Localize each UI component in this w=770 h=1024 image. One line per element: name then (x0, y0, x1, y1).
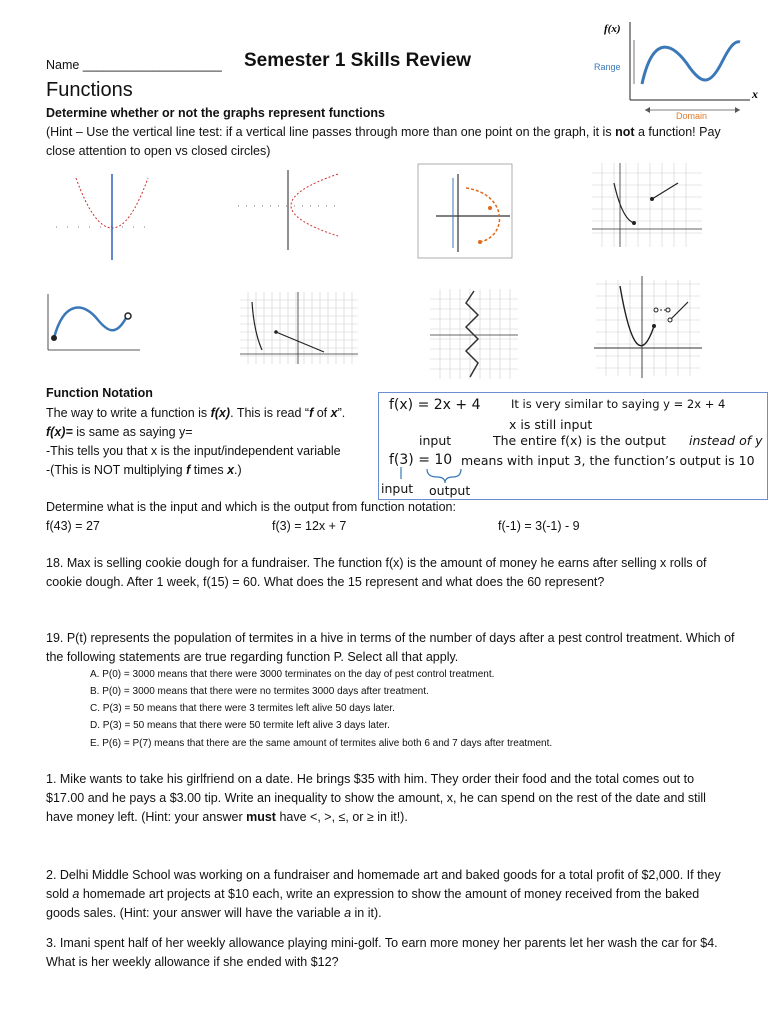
notation-line-2: f(x)= is same as saying y= (46, 425, 193, 439)
x-axis-label: x (752, 87, 758, 101)
functions-heading: Determine whether or not the graphs represent functions (46, 106, 385, 120)
domain-range-figure (590, 18, 760, 128)
io-example-2: f(3) = 12x + 7 (272, 519, 347, 533)
question-19-prompt: 19. P(t) represents the population of termites in a hive in terms of the number of days after a pest control treatment. Which of the following statements are true regarding function P. Select all that apply. (46, 631, 735, 664)
input-label-2: input (381, 481, 414, 496)
q19-option-e: E. P(6) = P(7) means that there are the same amount of termites alive both 6 and 7 days after treatment. (90, 738, 553, 749)
graph-1-parabola (52, 172, 162, 264)
question-3: 3. Imani spent half of her weekly allowance playing mini-golf. To earn more money her parents let her wash the car for $4. What is her weekly allowance if she ended with $12? (46, 936, 718, 969)
entire-output-note: The entire f(x) is the output (493, 433, 666, 448)
similar-note: It is very similar to saying y = 2x + 4 (511, 397, 726, 411)
q19-option-a: A. P(0) = 3000 means that there were 3000 terminates on the day of pest control treatment. (90, 669, 495, 680)
graph-6-grid-segments (240, 292, 358, 364)
expr-fx: f(x) = 2x + 4 (389, 397, 481, 413)
means-note: means with input 3, the function’s output is 10 (461, 453, 755, 468)
page-title: Semester 1 Skills Review (244, 50, 472, 71)
range-label: Range (594, 62, 621, 72)
io-example-1: f(43) = 27 (46, 519, 100, 533)
io-example-3: f(-1) = 3(-1) - 9 (498, 519, 580, 533)
graph-8-parabola-grid (592, 270, 704, 380)
domain-label: Domain (676, 111, 708, 121)
question-2: 2. Delhi Middle School was working on a fundraiser and homemade art and baked goods for a total profit of $2,000. If they sold a homemade art projects at $10 each, write an expression to show the amount of money received from the baked goods sales. (Hint: your answer will have the variable a in it). (46, 868, 721, 920)
function-notation-heading: Function Notation (46, 386, 153, 400)
name-field-label: Name ____________________ (46, 58, 222, 72)
graph-2-sideways-parabola (234, 168, 344, 254)
graph-7-zigzag (430, 289, 518, 379)
question-18: 18. Max is selling cookie dough for a fundraiser. The function f(x) is the amount of money he earns after selling x rolls of cookie dough. After 1 week, f(15) = 60. What does the 15 represent and what does the 60 represent? (46, 556, 707, 589)
question-1: 1. Mike wants to take his girlfriend on a date. He brings $35 with him. They order their food and the total comes out to $17.00 and he pays a $3.00 tip. Write an inequality to show the amount, x, he can spend on the rest of the date and still have money left. (Hint: your answer must have <, >, ≤, or ≥ in it!). (46, 772, 706, 824)
brackets (379, 393, 767, 499)
notation-line-3: -This tells you that x is the input/independent variable (46, 444, 341, 458)
expr-f3: f(3) = 10 (389, 452, 453, 468)
q19-option-d: D. P(3) = 50 means that there were 50 termite left alive 3 days later. (90, 720, 390, 731)
y-axis-label: f(x) (604, 23, 621, 35)
io-instruction: Determine what is the input and which is the output from function notation: (46, 500, 456, 514)
x-input-note: x is still input (509, 417, 593, 432)
graph-3-sideways-curve (418, 164, 512, 258)
graph-4-segment-grid (592, 163, 702, 247)
section-title: Functions (46, 79, 133, 101)
function-curve (642, 42, 740, 84)
instead-note: instead of y (689, 433, 763, 448)
graph-5-blue-curve (44, 290, 144, 358)
q19-option-c: C. P(3) = 50 means that there were 3 termites left alive 50 days later. (90, 703, 395, 714)
output-label-2: output (429, 483, 471, 498)
input-label-1: input (419, 433, 452, 448)
notation-line-4: -(This is NOT multiplying f times x.) (46, 463, 242, 477)
q19-option-b: B. P(0) = 3000 means that there were no termites 3000 days after treatment. (90, 686, 429, 697)
function-notation-box (378, 392, 768, 500)
vertical-line-hint: (Hint – Use the vertical line test: if a vertical line passes through more than one point on the graph, it is not a function! Pay close attention to open vs closed circles) (46, 125, 721, 158)
notation-line-1: The way to write a function is f(x). This is read “f of x”. (46, 406, 346, 420)
